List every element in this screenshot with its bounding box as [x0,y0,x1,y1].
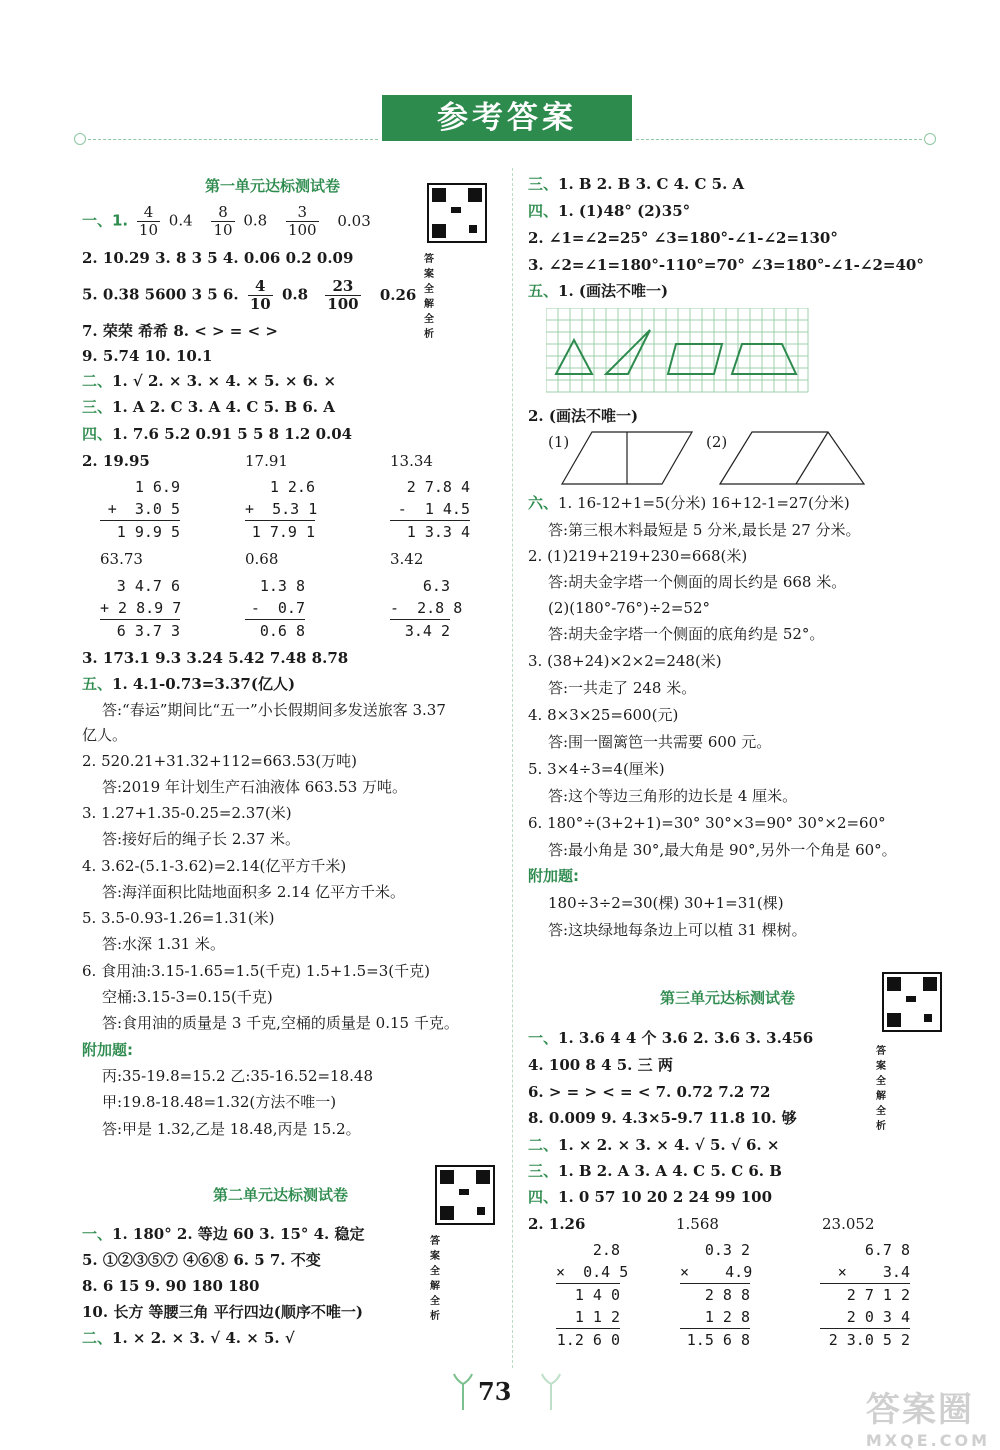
u1-row2: 2. 10.29 3. 8 3 5 4. 0.06 0.2 0.09 [82,249,354,267]
header-rule-left [88,139,378,140]
unit3-title: 第三单元达标测试卷 [660,989,796,1007]
u1-q6: 6. 食用油:3.15-1.65=1.5(千克) 1.5+1.5=3(千克) [82,962,430,980]
u1-q6b: 空桶:3.15-3=0.15(千克) [102,988,273,1006]
u3-row3: 6. > = > < = < 7. 0.72 7.2 72 [528,1083,771,1101]
u2-row2: 5. ①②③⑤⑦ ④⑥⑧ 6. 5 7. 不变 [82,1251,321,1269]
u1-sec4: 四、1. 7.6 5.2 0.91 5 5 8 1.2 0.04 [82,425,353,443]
u1-q2: 2. 520.21+31.32+112=663.53(万吨) [82,752,358,770]
vertical-calc-1: 1 6.9 + 3.0 5 1 9.9 5 [100,476,180,543]
vertical-calc-2: 1 2.6 + 5.3 1 1 7.9 1 [245,478,318,541]
u3-row4: 8. 0.009 9. 4.3×5-9.7 11.8 10. 够 [528,1109,797,1127]
vertical-calc-9: 6.7 8 × 3.4 2 7 1 2 2 0 3 4 2 3.0 5 2 [820,1239,910,1351]
u2-sec5: 五、1. (画法不唯一) [528,282,669,300]
decor-circle-right [924,133,936,145]
u2-extra-title: 附加题: [528,867,579,885]
u1-row9c: 13.34 [390,452,433,470]
watermark: 答案圈 MXQE.COM [865,1390,990,1450]
u1-ans2: 答:2019 年计划生产石油液体 663.53 万吨。 [102,778,408,796]
u2-q2: 2. ∠1=∠2=25° ∠3=180°-∠1-∠2=130° [528,229,838,247]
u3-row8b: 1.568 [676,1215,719,1233]
vertical-calc-5: 1.3 8 - 0.7 0.6 8 [245,575,305,642]
u2-ans4: 答:围一圈篱笆一共需要 600 元。 [548,733,772,751]
u1-ans5: 答:水深 1.31 米。 [102,935,225,953]
u1-row10a: 63.73 [100,550,143,568]
u3-sec4: 四、1. 0 57 10 20 2 24 99 100 [528,1188,773,1206]
qr-code-unit3 [882,972,942,1032]
u1-ans1b: 亿人。 [82,726,128,744]
u1-row3: 5. 0.38 5600 3 5 6. $\frac{4}{10}$ 0.8 $\frac{23}{100}$ 0.26 [82,277,417,313]
u1-row9b: 17.91 [245,452,288,470]
u1-row1: 一、1. $\frac{4}{10}$ 0.4 $\frac{8}{10}$ 0.8 $\frac{3}{100}$ 0.03 [82,203,371,239]
u2-ans3: 答:一共走了 248 米。 [548,679,697,697]
u2-q6: 6. 180°÷(3+2+1)=30° 30°×3=90° 30°×2=60° [528,814,886,832]
u2-sec6: 六、1. 16-12+1=5(分米) 16+12-1=27(分米) [528,494,850,512]
u2-extra-1: 180÷3÷2=30(棵) 30+1=31(棵) [548,894,784,912]
grid-figure [546,308,810,398]
unit1-title: 第一单元达标测试卷 [205,177,341,195]
parallelogram-figure [560,430,696,488]
header-rule-right [636,139,922,140]
u3-sec3: 三、1. B 2. A 3. A 4. C 5. C 6. B [528,1162,782,1180]
figure-label-2: (2) [706,433,728,451]
u1-extra-1: 丙:35-19.8=15.2 乙:35-16.52=18.48 [102,1067,374,1085]
figure-label-1: (1) [548,433,570,451]
u1-row11: 3. 173.1 9.3 3.24 5.42 7.48 8.78 [82,649,349,667]
qr-code-unit2 [435,1165,495,1225]
u1-extra-title: 附加题: [82,1041,133,1059]
u1-ans3: 答:接好后的绳子长 2.37 米。 [102,830,300,848]
page-banner: 参考答案 [382,95,632,141]
u3-row8a: 2. 1.26 [528,1215,586,1233]
u2-row3: 8. 6 15 9. 90 180 180 [82,1277,260,1295]
decor-circle-left [74,133,86,145]
u2-sec1: 一、1. 180° 2. 等边 60 3. 15° 4. 稳定 [82,1225,365,1243]
u2-ans2a: 答:胡夫金字塔一个侧面的周长约是 668 米。 [548,573,847,591]
u2-ans6: 答:最小角是 30°,最大角是 90°,另外一个角是 60°。 [548,841,897,859]
leaf-decor-left [452,1372,474,1412]
vertical-calc-6: 6.3 - 2.8 8 3.4 2 [390,577,463,640]
u3-row2: 4. 100 8 4 5. 三 两 [528,1056,673,1074]
u3-row8c: 23.052 [822,1215,875,1233]
u1-q3: 3. 1.27+1.35-0.25=2.37(米) [82,804,292,822]
vertical-calc-4: 3 4.7 6 + 2 8.9 7 6 3.7 3 [100,577,182,640]
u1-row4: 7. 荣荣 希希 8. < > = < > [82,322,278,340]
u2-q2b: (2)(180°-76°)÷2=52° [548,599,711,617]
u1-sec3: 三、1. A 2. C 3. A 4. C 5. B 6. A [82,398,335,416]
u3-sec1: 一、1. 3.6 4 4 个 3.6 2. 3.6 3. 3.456 [528,1029,814,1047]
qr-label-unit1: 答案全解全析 [424,254,434,340]
trapezoid-figure [718,430,868,488]
u1-q5: 5. 3.5-0.93-1.26=1.31(米) [82,909,275,927]
vertical-calc-8: 0.3 2 × 4.9 2 8 8 1 2 8 1.5 6 8 [680,1241,753,1349]
column-divider [512,168,513,1368]
u1-sec2: 二、1. √ 2. × 3. × 4. × 5. × 6. × [82,372,337,390]
u1-ans1a: 答:“春运”期间比“五一”小长假期间多发送旅客 3.37 [102,701,446,719]
u2-q2-draw: 2. (画法不唯一) [528,407,639,425]
u1-ans4: 答:海洋面积比陆地面积多 2.14 亿平方千米。 [102,883,405,901]
u2-sec4: 四、1. (1)48° (2)35° [528,202,691,220]
u2-q3w: 3. (38+24)×2×2=248(米) [528,652,722,670]
u1-q4: 4. 3.62-(5.1-3.62)=2.14(亿平方千米) [82,857,347,875]
u2-ans1: 答:第三根木料最短是 5 分米,最长是 27 分米。 [548,521,861,539]
u2-sec2: 二、1. × 2. × 3. √ 4. × 5. √ [82,1329,295,1347]
u2-q5: 5. 3×4÷3=4(厘米) [528,760,665,778]
u2-q4: 4. 8×3×25=600(元) [528,706,679,724]
vertical-calc-3: 2 7.8 4 - 1 4.5 1 3.3 4 [390,476,470,543]
u1-extra-2: 甲:19.8-18.48=1.32(方法不唯一) [102,1093,337,1111]
qr-label-unit2: 答案全解全析 [430,1236,440,1322]
u1-ans6: 答:食用油的质量是 3 千克,空桶的质量是 0.15 千克。 [102,1014,459,1032]
qr-code-unit1 [427,183,487,243]
u1-row10c: 3.42 [390,550,424,568]
u2-q3: 3. ∠2=∠1=180°-110°=70° ∠3=180°-∠1-∠2=40° [528,256,924,274]
qr-label-unit3: 答案全解全析 [876,1046,886,1132]
u2-ans5: 答:这个等边三角形的边长是 4 厘米。 [548,787,798,805]
unit2-title: 第二单元达标测试卷 [213,1186,349,1204]
u1-sec5: 五、1. 4.1-0.73=3.37(亿人) [82,675,296,693]
leaf-decor-right [540,1372,562,1412]
u1-row9a: 2. 19.95 [82,452,150,470]
u1-row5: 9. 5.74 10. 10.1 [82,347,213,365]
u2-q2a: 2. (1)219+219+230=668(米) [528,547,748,565]
u1-extra-ans: 答:甲是 1.32,乙是 18.48,丙是 15.2。 [102,1120,361,1138]
u2-extra-ans: 答:这块绿地每条边上可以植 31 棵树。 [548,921,807,939]
u2-row4: 10. 长方 等腰三角 平行四边(顺序不唯一) [82,1303,363,1321]
u1-row10b: 0.68 [245,550,279,568]
u3-sec2: 二、1. × 2. × 3. × 4. √ 5. √ 6. × [528,1136,780,1154]
page-number: 73 [478,1377,512,1406]
vertical-calc-7: 2.8 × 0.4 5 1 4 0 1 1 2 1.2 6 0 [556,1241,629,1349]
u2-ans2b: 答:胡夫金字塔一个侧面的底角约是 52°。 [548,625,825,643]
u2-sec3: 三、1. B 2. B 3. C 4. C 5. A [528,175,745,193]
